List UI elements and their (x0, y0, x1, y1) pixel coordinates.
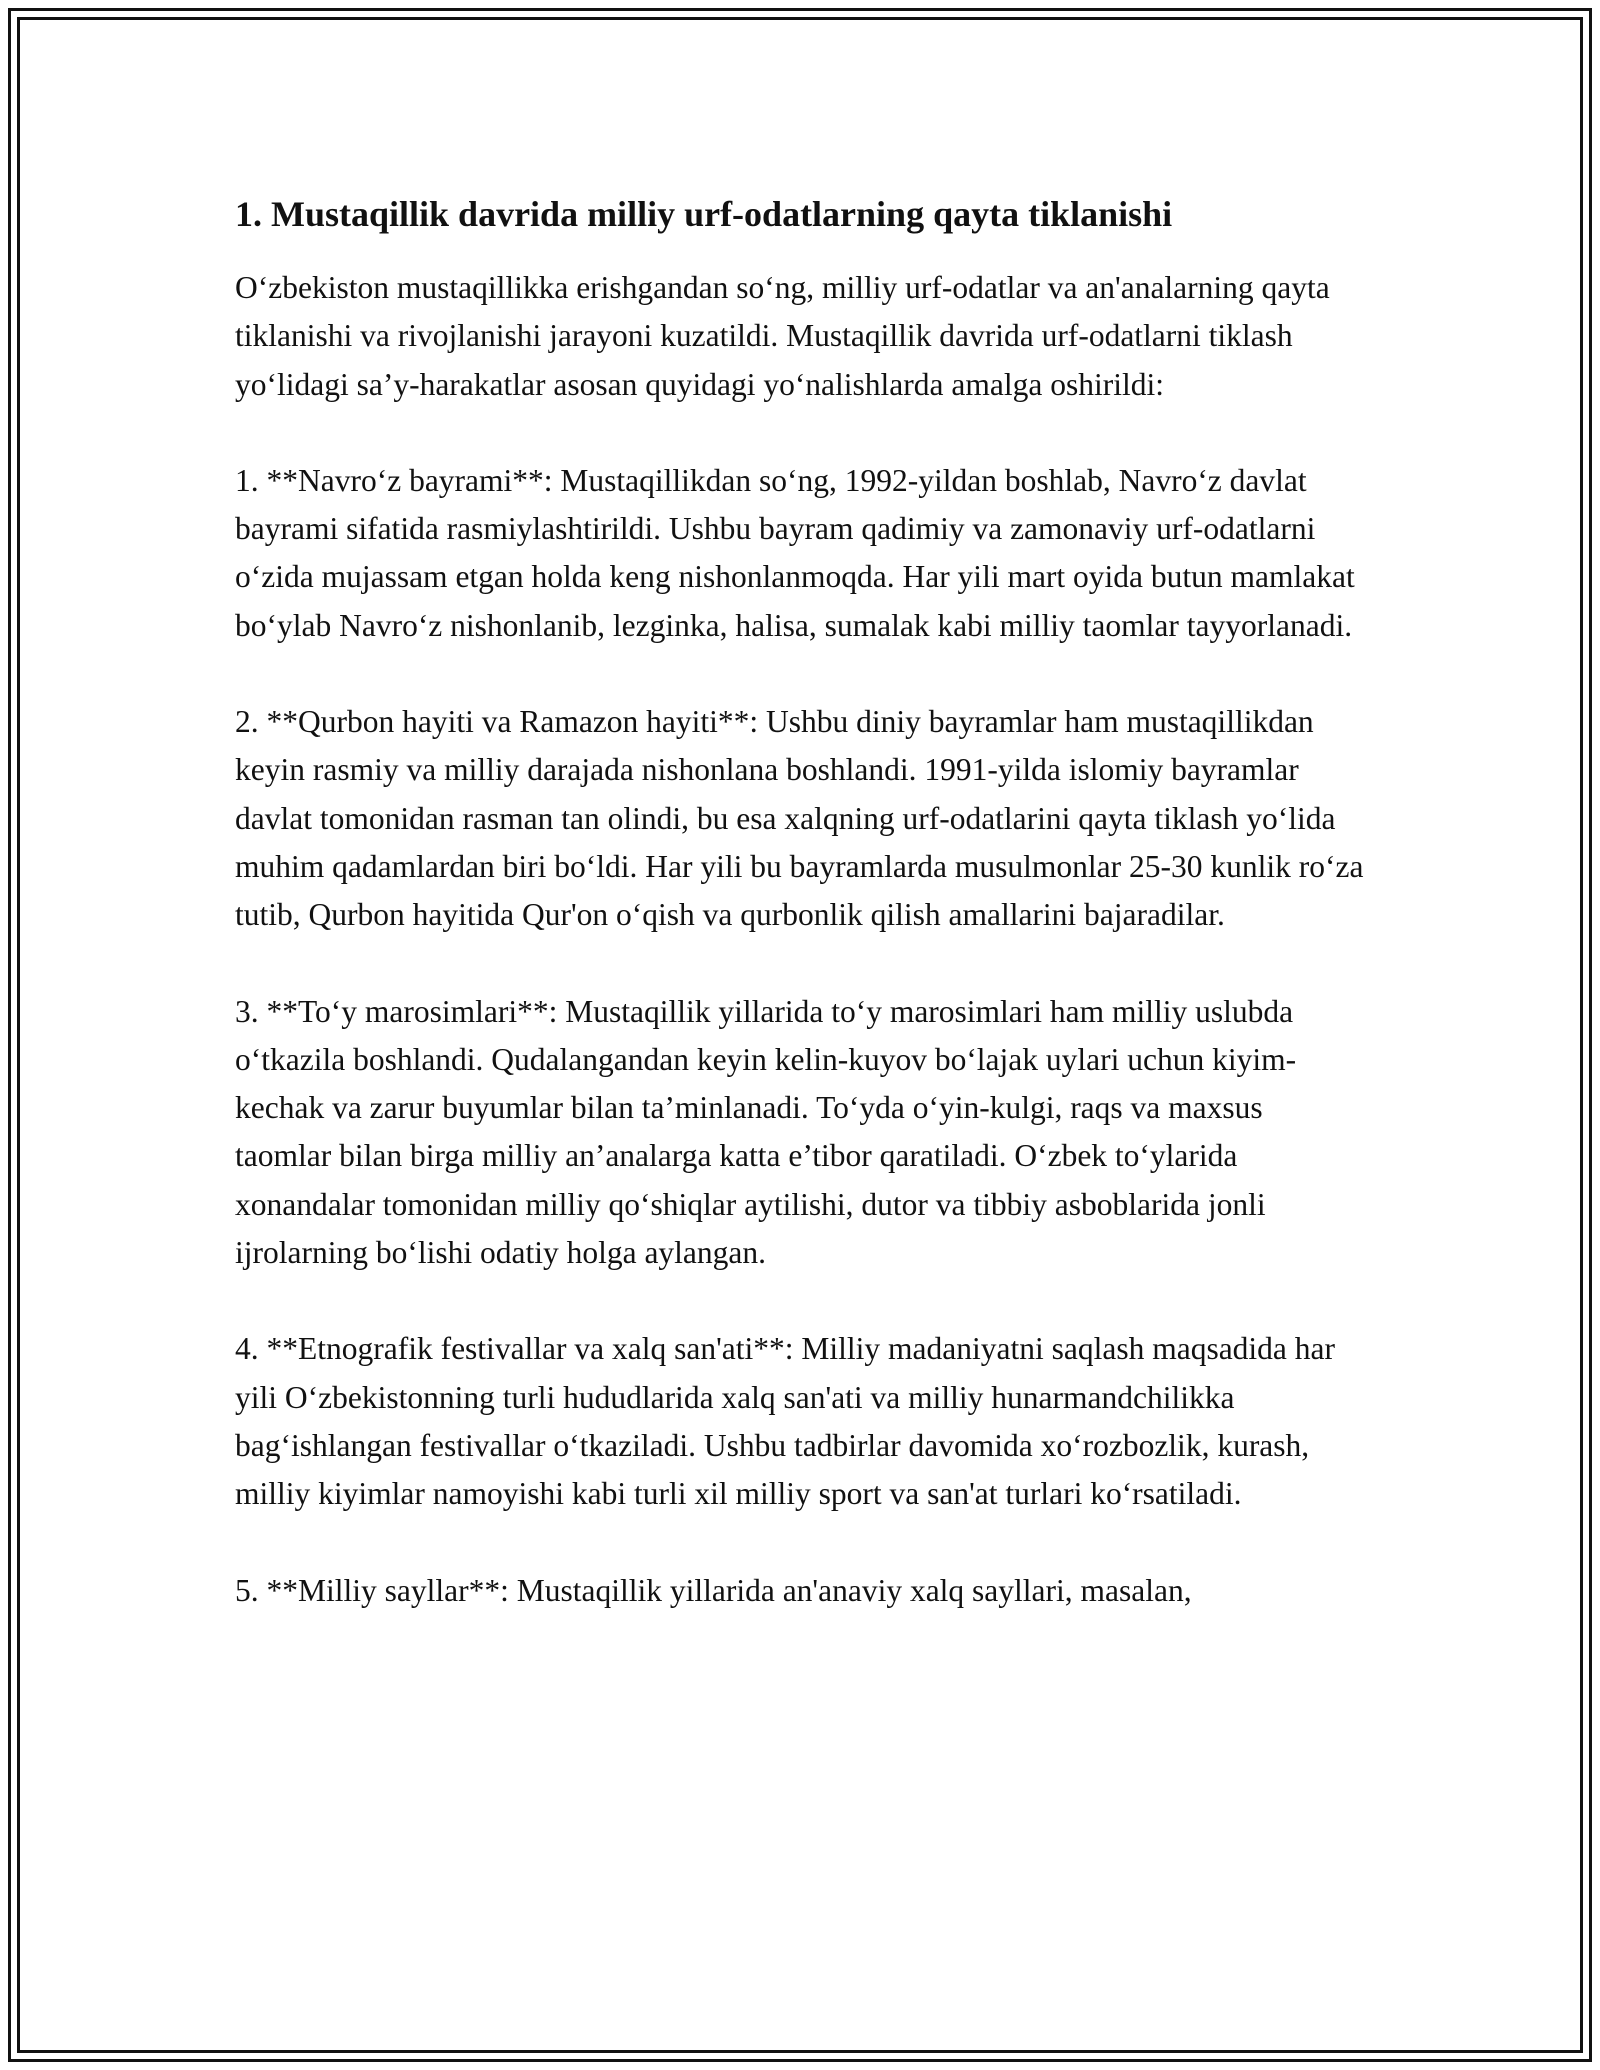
item-sayllar-paragraph: 5. **Milliy sayllar**: Mustaqillik yillarida an'anaviy xalq sayllari, masalan, (235, 1572, 1192, 1608)
intro-paragraph: O‘zbekiston mustaqillikka erishgandan so‘ng, milliy urf-odatlar va an'analarning qayta tiklanishi va rivojlanishi jarayoni kuzatildi. Mustaqillik davrida urf-odatlarni tiklash yo‘lidagi sa’y-harakatlar asosan quyidagi yo‘nalishlarda amalga oshirildi: (235, 270, 1330, 402)
item-toy-paragraph: 3. **To‘y marosimlari**: Mustaqillik yillarida to‘y marosimlari ham milliy uslubda o‘tkazila boshlandi. Qudalangandan keyin kelin-kuyov bo‘lajak uylari uchun kiyim-kechak va zarur buyumlar bilan ta’minlanadi. To‘yda o‘yin-kulgi, raqs va maxsus taomlar bilan birga milliy an’analarga katta e’tibor qaratiladi. O‘zbek to‘ylarida xonandalar tomonidan milliy qo‘shiqlar aytilishi, dutor va tibbiy asboblarida jonli ijrolarning bo‘lishi odatiy holga aylangan. (235, 993, 1297, 1271)
item-hayit-paragraph: 2. **Qurbon hayiti va Ramazon hayiti**: Ushbu diniy bayramlar ham mustaqillikdan keyin rasmiy va milliy darajada nishonlana boshlandi. 1991-yilda islomiy bayramlar davlat tomonidan rasman tan olindi, bu esa xalqning urf-odatlarini qayta tiklash yo‘lida muhim qadamlardan biri bo‘ldi. Har yili bu bayramlarda musulmonlar 25-30 kunlik ro‘za tutib, Qurbon hayitida Qur'on o‘qish va qurbonlik qilish amallarini bajaradilar. (235, 704, 1364, 933)
item-festival-paragraph: 4. **Etnografik festivallar va xalq san'ati**: Milliy madaniyatni saqlash maqsadida har yili O‘zbekistonning turli hududlarida xalq san'ati va milliy hunarmandchilikka bag‘ishlangan festivallar o‘tkaziladi. Ushbu tadbirlar davomida xo‘rozbozlik, kurash, milliy kiyimlar namoyishi kabi turli xil milliy sport va san'at turlari ko‘rsatiladi. (235, 1331, 1336, 1512)
document-body (235, 186, 1365, 1663)
section-heading: 1. Mustaqillik davrida milliy urf-odatlarning qayta tiklanishi (235, 194, 1173, 234)
item-navroz-paragraph: 1. **Navro‘z bayrami**: Mustaqillikdan so‘ng, 1992-yildan boshlab, Navro‘z davlat bayrami sifatida rasmiylashtirildi. Ushbu bayram qadimiy va zamonaviy urf-odatlarni o‘zida mujassam etgan holda keng nishonlanmoqda. Har yili mart oyida butun mamlakat bo‘ylab Navro‘z nishonlanib, lezginka, halisa, sumalak kabi milliy taomlar tayyorlanadi. (235, 462, 1355, 643)
